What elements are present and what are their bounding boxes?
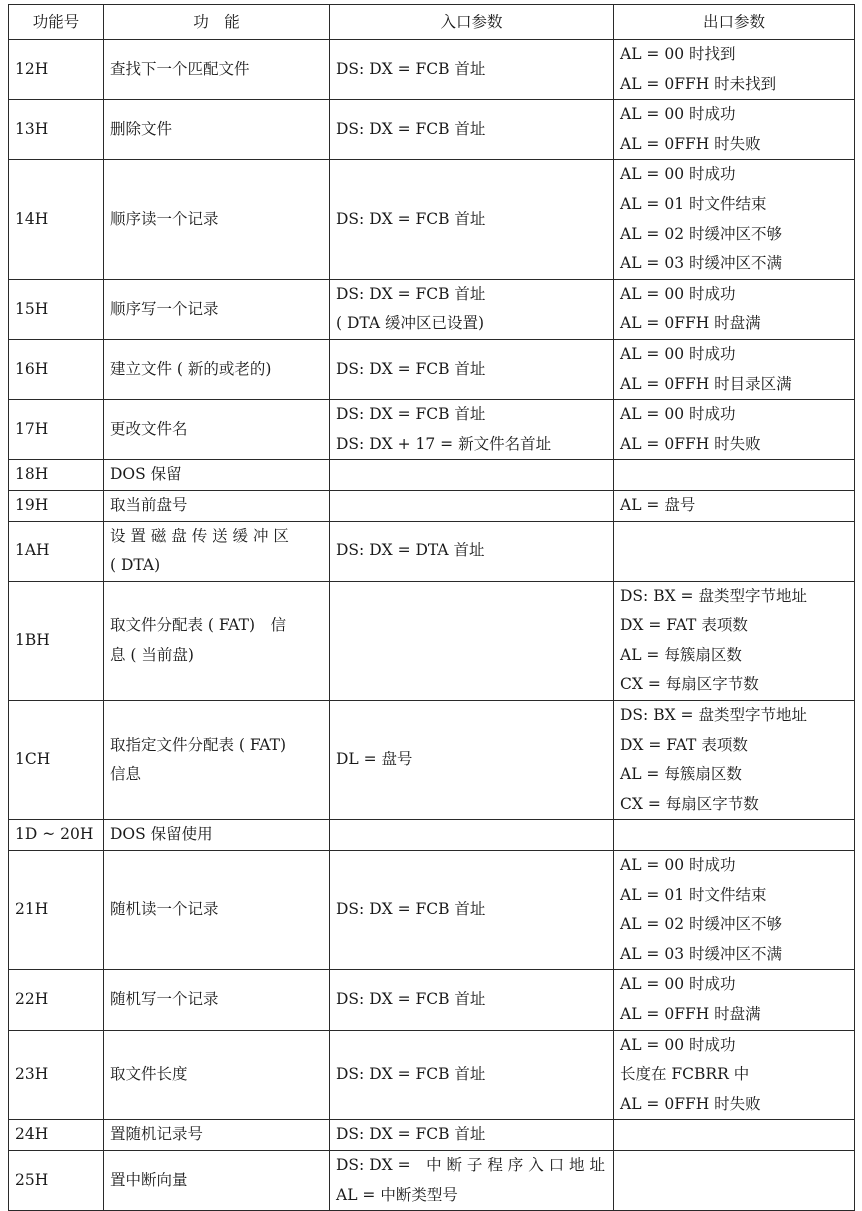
cell-exit-line: CX = 每扇区字节数 <box>620 794 759 813</box>
cell-entry-line: DL = 盘号 <box>336 750 413 769</box>
cell-code: 12H <box>9 40 104 100</box>
cell-function-line: 更改文件名 <box>110 419 188 438</box>
cell-entry-line: DS: DX = FCB 首址 <box>336 405 486 424</box>
cell-function-line: 删除文件 <box>110 119 173 138</box>
cell-exit-line: AL = 00 时成功 <box>620 1035 736 1054</box>
table-row <box>9 1151 855 1211</box>
cell-function <box>104 1030 330 1120</box>
cell-entry <box>330 100 614 160</box>
cell-entry <box>330 40 614 100</box>
cell-code: 17H <box>9 400 104 460</box>
cell-exit <box>614 1030 855 1120</box>
header-code: 功能号 <box>9 5 104 40</box>
cell-function-line: 取指定文件分配表 ( FAT) <box>110 735 287 754</box>
cell-entry-line: ( DTA 缓冲区已设置) <box>336 314 485 333</box>
cell-entry-line: DS: DX = FCB 首址 <box>336 990 486 1009</box>
cell-function-line: 顺序读一个记录 <box>110 209 219 228</box>
cell-exit-line: DX = FAT 表项数 <box>620 735 748 754</box>
cell-entry-line: DS: DX = FCB 首址 <box>336 284 486 303</box>
cell-code: 1CH <box>9 701 104 820</box>
cell-exit <box>614 400 855 460</box>
cell-exit-line: DS: BX = 盘类型字节地址 <box>620 586 807 605</box>
cell-code: 24H <box>9 1120 104 1151</box>
cell-entry <box>330 339 614 399</box>
table-row <box>9 100 855 160</box>
cell-exit-line: AL = 00 时成功 <box>620 284 736 303</box>
cell-function <box>104 851 330 970</box>
cell-exit-line: AL = 01 时文件结束 <box>620 885 767 904</box>
cell-entry-line: DS: DX = 中 断 子 程 序 入 口 地 址 <box>336 1156 605 1175</box>
cell-entry-line: DS: DX + 17 = 新文件名首址 <box>336 434 552 453</box>
cell-exit-line: AL = 每簇扇区数 <box>620 765 742 784</box>
table-row <box>9 581 855 700</box>
table-row <box>9 970 855 1030</box>
cell-code: 1BH <box>9 581 104 700</box>
cell-exit-line: AL = 00 时找到 <box>620 45 736 63</box>
cell-exit-line: AL = 00 时成功 <box>620 105 736 124</box>
cell-exit <box>614 1151 855 1211</box>
cell-exit-line: AL = 02 时缓冲区不够 <box>620 224 782 243</box>
cell-function <box>104 160 330 279</box>
table-row <box>9 339 855 399</box>
cell-code: 1D ~ 20H <box>9 820 104 851</box>
cell-function-line: 置中断向量 <box>110 1170 188 1189</box>
cell-function-line: 取文件长度 <box>110 1065 188 1084</box>
cell-exit <box>614 160 855 279</box>
cell-entry <box>330 1151 614 1211</box>
cell-entry <box>330 400 614 460</box>
cell-code: 1AH <box>9 521 104 581</box>
cell-exit-line: DS: BX = 盘类型字节地址 <box>620 706 807 725</box>
cell-exit <box>614 701 855 820</box>
cell-function-line: 信息 <box>110 765 142 784</box>
cell-entry <box>330 970 614 1030</box>
cell-code: 23H <box>9 1030 104 1120</box>
cell-exit-line: AL = 01 时文件结束 <box>620 194 767 213</box>
cell-function <box>104 490 330 521</box>
table-row <box>9 1120 855 1151</box>
cell-entry <box>330 160 614 279</box>
cell-exit-line: AL = 0FFH 时盘满 <box>620 1005 761 1024</box>
cell-function <box>104 521 330 581</box>
header-row <box>9 5 855 40</box>
cell-exit-line: AL = 盘号 <box>620 495 696 514</box>
cell-entry <box>330 279 614 339</box>
cell-exit <box>614 460 855 491</box>
cell-function <box>104 581 330 700</box>
cell-exit-line: 长度在 FCBRR 中 <box>620 1065 750 1084</box>
cell-function-line: 建立文件 ( 新的或老的) <box>110 359 272 378</box>
cell-function-line: 取文件分配表 ( FAT) 信 <box>110 616 287 635</box>
table-row <box>9 279 855 339</box>
table-row <box>9 820 855 851</box>
cell-exit-line: AL = 00 时成功 <box>620 975 736 994</box>
cell-entry <box>330 851 614 970</box>
cell-exit-line: CX = 每扇区字节数 <box>620 675 759 694</box>
cell-exit <box>614 100 855 160</box>
cell-function-line: 息 ( 当前盘) <box>110 645 194 664</box>
cell-function <box>104 40 330 100</box>
cell-exit-line: AL = 03 时缓冲区不满 <box>620 944 782 963</box>
cell-function-line: 设 置 磁 盘 传 送 缓 冲 区 <box>110 526 289 545</box>
table-row <box>9 160 855 279</box>
header-exit-params: 出口参数 <box>614 5 855 40</box>
cell-function-line: 随机写一个记录 <box>110 990 219 1009</box>
cell-entry <box>330 460 614 491</box>
cell-entry <box>330 820 614 851</box>
cell-entry-line: DS: DX = FCB 首址 <box>336 119 486 138</box>
cell-function-line: ( DTA) <box>110 556 161 575</box>
cell-exit-line: AL = 0FFH 时未找到 <box>620 74 777 93</box>
table-row <box>9 40 855 100</box>
cell-function-line: 顺序写一个记录 <box>110 299 219 318</box>
cell-exit-line: AL = 00 时成功 <box>620 856 736 875</box>
cell-exit-line: AL = 02 时缓冲区不够 <box>620 915 782 934</box>
cell-entry-line: DS: DX = FCB 首址 <box>336 1065 486 1084</box>
cell-code: 22H <box>9 970 104 1030</box>
cell-entry <box>330 701 614 820</box>
cell-exit <box>614 279 855 339</box>
cell-code: 19H <box>9 490 104 521</box>
header-entry-params: 入口参数 <box>330 5 614 40</box>
table-row <box>9 701 855 820</box>
cell-code: 21H <box>9 851 104 970</box>
cell-function <box>104 460 330 491</box>
cell-code: 18H <box>9 460 104 491</box>
cell-entry-line: DS: DX = FCB 首址 <box>336 209 486 228</box>
cell-entry-line: DS: DX = FCB 首址 <box>336 1125 486 1144</box>
cell-entry-line: DS: DX = FCB 首址 <box>336 59 486 78</box>
cell-function-line: DOS 保留使用 <box>110 825 213 844</box>
cell-entry <box>330 490 614 521</box>
cell-code: 13H <box>9 100 104 160</box>
cell-function-line: 查找下一个匹配文件 <box>110 59 250 78</box>
cell-function <box>104 820 330 851</box>
cell-exit <box>614 490 855 521</box>
cell-function-line: 随机读一个记录 <box>110 900 219 919</box>
cell-exit-line: AL = 0FFH 时失败 <box>620 434 761 453</box>
cell-entry <box>330 1120 614 1151</box>
cell-function <box>104 339 330 399</box>
cell-exit <box>614 581 855 700</box>
cell-entry-line: DS: DX = FCB 首址 <box>336 900 486 919</box>
cell-code: 25H <box>9 1151 104 1211</box>
table-row <box>9 490 855 521</box>
table-row <box>9 1030 855 1120</box>
cell-function <box>104 279 330 339</box>
cell-exit-line: AL = 0FFH 时盘满 <box>620 314 761 333</box>
table-body <box>9 40 855 1211</box>
cell-exit <box>614 970 855 1030</box>
cell-exit-line: DX = FAT 表项数 <box>620 616 748 635</box>
cell-entry <box>330 521 614 581</box>
cell-entry-line: DS: DX = FCB 首址 <box>336 359 486 378</box>
dos-function-table <box>8 4 855 1211</box>
cell-exit <box>614 521 855 581</box>
cell-entry <box>330 581 614 700</box>
cell-function-line: DOS 保留 <box>110 465 182 484</box>
cell-function <box>104 1120 330 1151</box>
cell-exit <box>614 1120 855 1151</box>
cell-function <box>104 701 330 820</box>
cell-function <box>104 970 330 1030</box>
table-row <box>9 521 855 581</box>
cell-exit-line: AL = 00 时成功 <box>620 165 736 184</box>
cell-code: 15H <box>9 279 104 339</box>
cell-exit <box>614 339 855 399</box>
cell-entry <box>330 1030 614 1120</box>
cell-code: 16H <box>9 339 104 399</box>
cell-exit-line: AL = 0FFH 时失败 <box>620 1094 761 1113</box>
cell-exit <box>614 40 855 100</box>
cell-exit-line: AL = 0FFH 时目录区满 <box>620 374 792 393</box>
cell-function-line: 置随机记录号 <box>110 1125 204 1144</box>
cell-exit-line: AL = 0FFH 时失败 <box>620 134 761 153</box>
header-function: 功 能 <box>104 5 330 40</box>
cell-function <box>104 100 330 160</box>
table-row <box>9 460 855 491</box>
cell-code: 14H <box>9 160 104 279</box>
cell-function-line: 取当前盘号 <box>110 495 188 514</box>
cell-exit-line: AL = 00 时成功 <box>620 405 736 424</box>
cell-exit <box>614 851 855 970</box>
cell-exit <box>614 820 855 851</box>
cell-exit-line: AL = 每簇扇区数 <box>620 645 742 664</box>
cell-exit-line: AL = 00 时成功 <box>620 344 736 363</box>
cell-function <box>104 400 330 460</box>
cell-entry-line: DS: DX = DTA 首址 <box>336 541 485 560</box>
cell-exit-line: AL = 03 时缓冲区不满 <box>620 254 782 273</box>
cell-entry-line: AL = 中断类型号 <box>336 1185 458 1204</box>
cell-function <box>104 1151 330 1211</box>
table-row <box>9 851 855 970</box>
table-row <box>9 400 855 460</box>
